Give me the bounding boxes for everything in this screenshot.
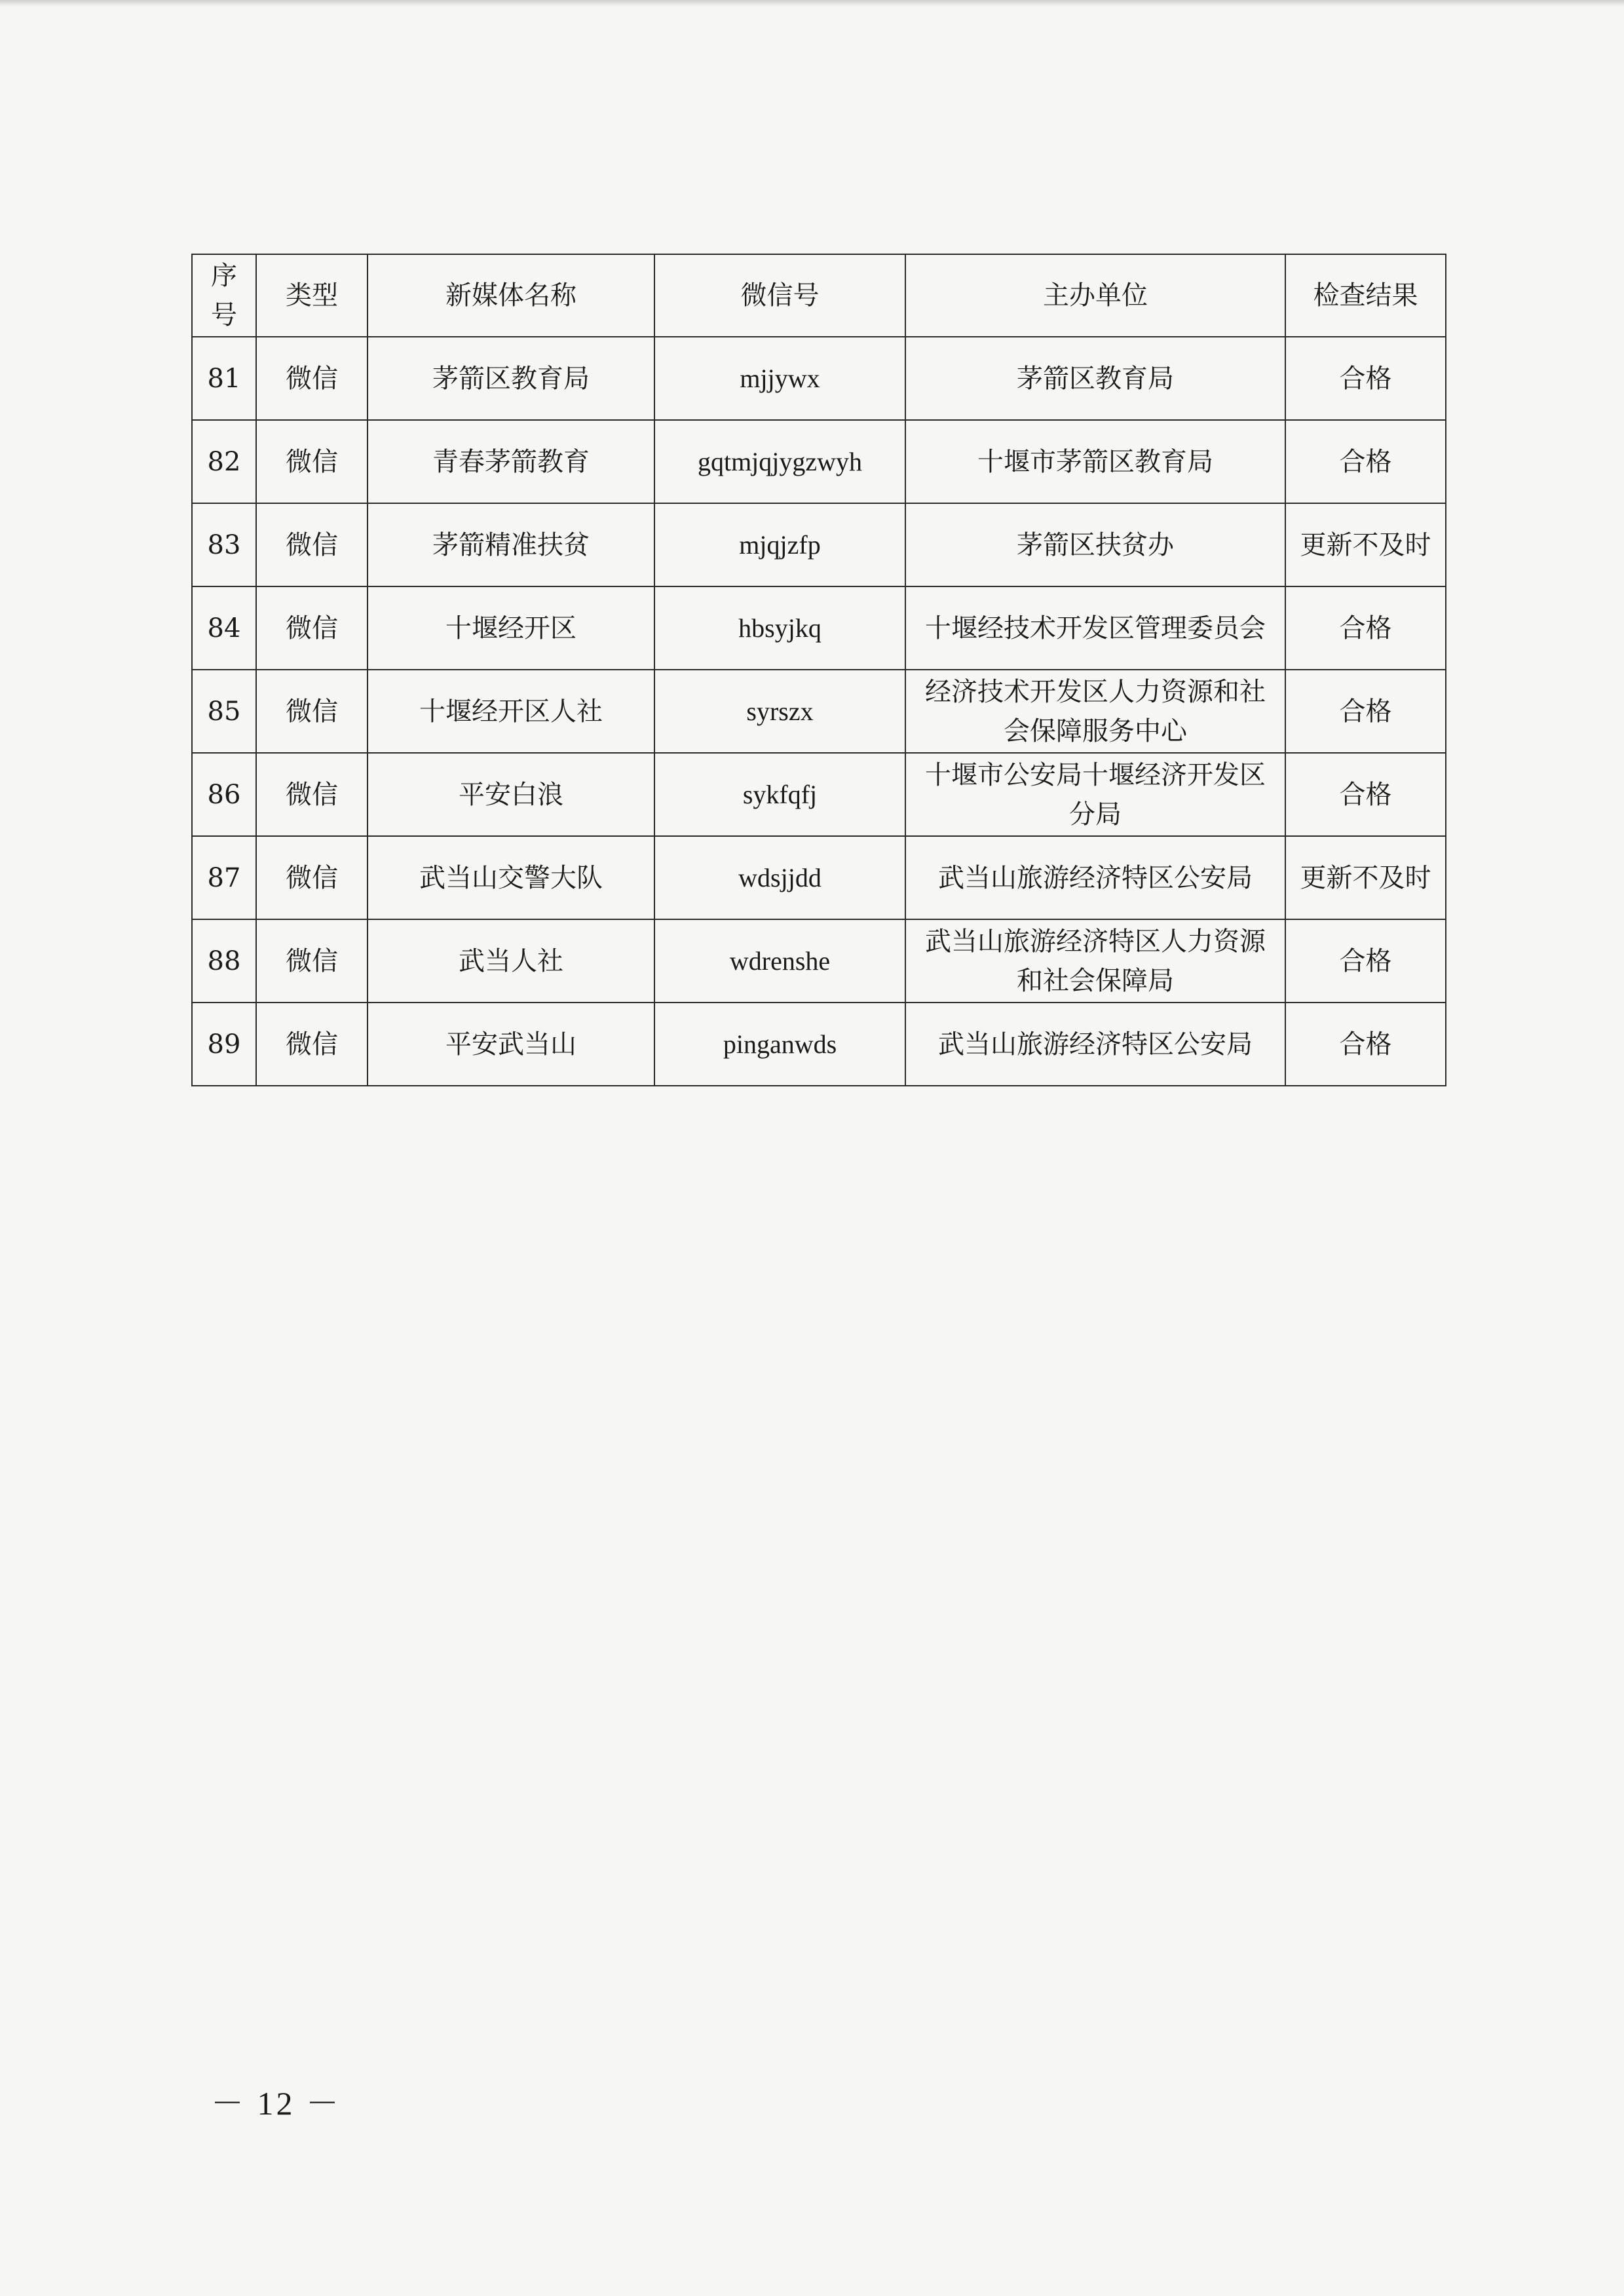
- cell-media-name: 十堰经开区人社: [368, 670, 654, 753]
- cell-host-unit: 茅箭区教育局: [905, 337, 1285, 420]
- header-type: 类型: [256, 254, 368, 337]
- cell-media-name: 青春茅箭教育: [368, 420, 654, 503]
- table-row: [192, 420, 1446, 503]
- cell-wechat-id: wdsjjdd: [654, 836, 905, 919]
- cell-result: 更新不及时: [1285, 836, 1446, 919]
- cell-type: 微信: [256, 503, 368, 586]
- table-row: [192, 337, 1446, 420]
- table-row: [192, 1003, 1446, 1086]
- cell-seq: 87: [192, 836, 256, 919]
- table-row: [192, 753, 1446, 836]
- cell-result: 合格: [1285, 919, 1446, 1003]
- cell-result: 合格: [1285, 670, 1446, 753]
- cell-type: 微信: [256, 670, 368, 753]
- cell-result: 合格: [1285, 337, 1446, 420]
- cell-seq: 82: [192, 420, 256, 503]
- media-inspection-table: [191, 254, 1446, 1086]
- cell-type: 微信: [256, 919, 368, 1003]
- cell-media-name: 十堰经开区: [368, 586, 654, 670]
- cell-wechat-id: mjqjzfp: [654, 503, 905, 586]
- cell-host-unit: 武当山旅游经济特区公安局: [905, 1003, 1285, 1086]
- table-row: [192, 919, 1446, 1003]
- cell-wechat-id: syrszx: [654, 670, 905, 753]
- page-top-edge: [0, 0, 1624, 7]
- cell-media-name: 平安武当山: [368, 1003, 654, 1086]
- cell-host-unit: 经济技术开发区人力资源和社会保障服务中心: [905, 670, 1285, 753]
- cell-wechat-id: wdrenshe: [654, 919, 905, 1003]
- cell-type: 微信: [256, 337, 368, 420]
- cell-media-name: 茅箭区教育局: [368, 337, 654, 420]
- cell-type: 微信: [256, 836, 368, 919]
- cell-media-name: 武当人社: [368, 919, 654, 1003]
- cell-seq: 89: [192, 1003, 256, 1086]
- cell-host-unit: 武当山旅游经济特区人力资源和社会保障局: [905, 919, 1285, 1003]
- cell-wechat-id: hbsyjkq: [654, 586, 905, 670]
- cell-seq: 83: [192, 503, 256, 586]
- cell-seq: 81: [192, 337, 256, 420]
- cell-host-unit: 武当山旅游经济特区公安局: [905, 836, 1285, 919]
- header-wechat-id: 微信号: [654, 254, 905, 337]
- cell-result: 合格: [1285, 753, 1446, 836]
- cell-type: 微信: [256, 753, 368, 836]
- header-media-name: 新媒体名称: [368, 254, 654, 337]
- cell-seq: 85: [192, 670, 256, 753]
- cell-host-unit: 十堰市茅箭区教育局: [905, 420, 1285, 503]
- cell-media-name: 平安白浪: [368, 753, 654, 836]
- table-row: [192, 586, 1446, 670]
- cell-result: 合格: [1285, 1003, 1446, 1086]
- cell-seq: 86: [192, 753, 256, 836]
- header-seq: 序号: [192, 254, 256, 337]
- cell-result: 更新不及时: [1285, 503, 1446, 586]
- header-host-unit: 主办单位: [905, 254, 1285, 337]
- cell-wechat-id: pinganwds: [654, 1003, 905, 1086]
- cell-media-name: 武当山交警大队: [368, 836, 654, 919]
- table-header-row: [192, 254, 1446, 337]
- table-row: [192, 836, 1446, 919]
- cell-wechat-id: gqtmjqjygzwyh: [654, 420, 905, 503]
- cell-type: 微信: [256, 420, 368, 503]
- cell-host-unit: 十堰市公安局十堰经济开发区分局: [905, 753, 1285, 836]
- table-row: [192, 503, 1446, 586]
- cell-type: 微信: [256, 1003, 368, 1086]
- page-number: － 12 －: [211, 2085, 341, 2122]
- cell-host-unit: 十堰经技术开发区管理委员会: [905, 586, 1285, 670]
- cell-host-unit: 茅箭区扶贫办: [905, 503, 1285, 586]
- table-row: [192, 670, 1446, 753]
- cell-result: 合格: [1285, 420, 1446, 503]
- cell-wechat-id: mjjywx: [654, 337, 905, 420]
- cell-type: 微信: [256, 586, 368, 670]
- cell-seq: 84: [192, 586, 256, 670]
- cell-wechat-id: sykfqfj: [654, 753, 905, 836]
- header-result: 检查结果: [1285, 254, 1446, 337]
- cell-result: 合格: [1285, 586, 1446, 670]
- cell-media-name: 茅箭精准扶贫: [368, 503, 654, 586]
- cell-seq: 88: [192, 919, 256, 1003]
